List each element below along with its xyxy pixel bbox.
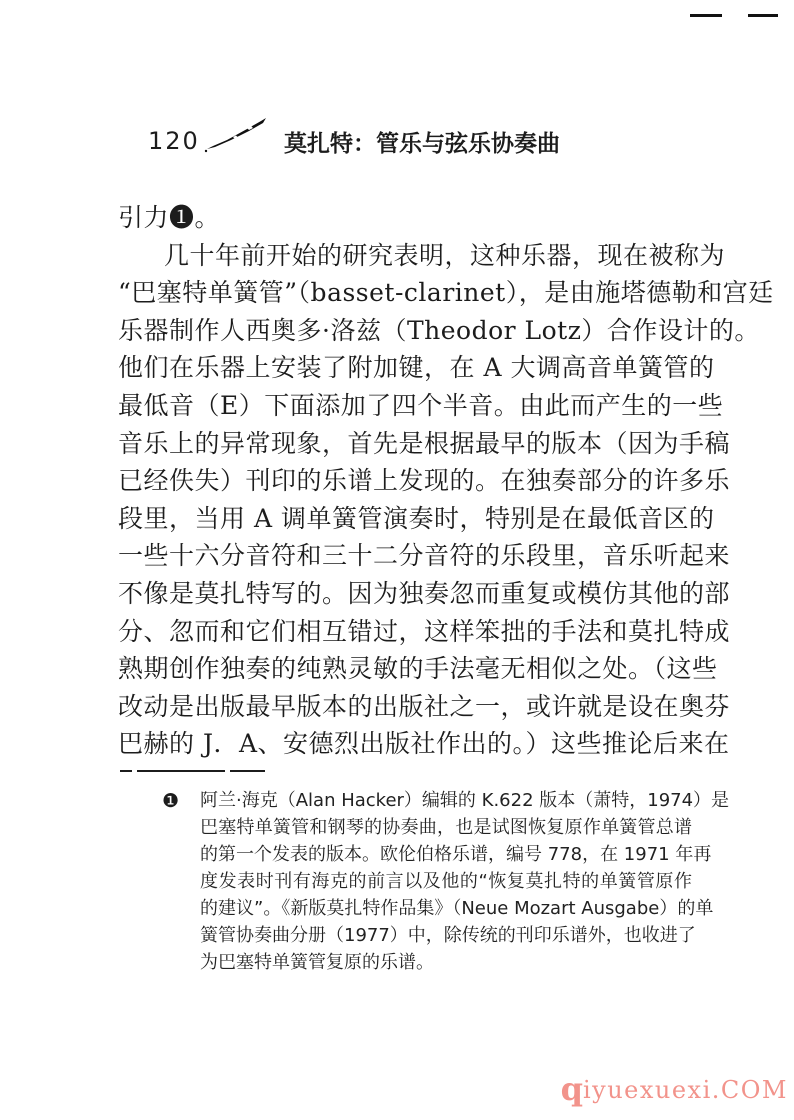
text-line: 他们在乐器上安装了附加键，在 A 大调高音单簧管的 xyxy=(118,353,715,383)
text-line: 几十年前开始的研究表明，这种乐器，现在被称为 xyxy=(164,240,726,270)
text-line: 不像是莫扎特写的。因为独奏忽而重复或模仿其他的部 xyxy=(118,578,731,608)
text-line: 段里，当用 A 调单簧管演奏时，特别是在最低音区的 xyxy=(118,503,715,533)
watermark-q: q xyxy=(560,1070,583,1108)
footnote-separator-rule xyxy=(120,770,265,772)
footnote-line: 为巴塞特单簧管复原的乐谱。 xyxy=(200,952,434,973)
page-number: 120 xyxy=(148,127,200,155)
footnote-marker-icon: ❶ xyxy=(162,790,180,812)
footnote-line: 簧管协奏曲分册（1977）中，除传统的刊印乐谱外，也收进了 xyxy=(200,925,696,946)
watermark-text: iyuexuexi.COM xyxy=(582,1076,788,1104)
brush-flourish-icon xyxy=(203,116,273,154)
text-line: 巴赫的 J．A、安德烈出版社作出的。）这些推论后来在 xyxy=(118,729,730,759)
text-line: 分、忽而和它们相互错过，这样笨拙的手法和莫扎特成 xyxy=(118,616,731,646)
text-line: 改动是出版最早版本的出版社之一，或许就是设在奥芬 xyxy=(118,691,731,721)
footnote-line: 的建议”。《新版莫扎特作品集》（Neue Mozart Ausgabe）的单 xyxy=(200,898,714,919)
footnote-block xyxy=(200,787,730,976)
scan-artifact-mark xyxy=(690,14,722,17)
site-watermark xyxy=(561,1070,788,1108)
text-line: 熟期创作独奏的纯熟灵敏的手法毫无相似之处。（这些 xyxy=(118,654,718,684)
text-line: 乐器制作人西奥多·洛兹（Theodor Lotz）合作设计的。 xyxy=(118,315,760,345)
body-text-block xyxy=(118,199,774,763)
text-line: “巴塞特单簧管”（basset-clarinet），是由施塔德勒和宫廷 xyxy=(118,278,774,308)
footnote-line: 巴塞特单簧管和钢琴的协奏曲，也是试图恢复原作单簧管总谱 xyxy=(200,817,692,838)
text-line: 引力❶。 xyxy=(118,203,221,232)
text-line: 已经佚失）刊印的乐谱上发现的。在独奏部分的许多乐 xyxy=(118,466,731,496)
running-head-title: 莫扎特：管乐与弦乐协奏曲 xyxy=(284,131,560,157)
footnote-line: 阿兰·海克（Alan Hacker）编辑的 K.622 版本（萧特，1974）是 xyxy=(200,790,730,811)
text-line: 一些十六分音符和三十二分音符的乐段里，音乐听起来 xyxy=(118,541,731,571)
footnote-line: 的第一个发表的版本。欧伦伯格乐谱，编号 778，在 1971 年再 xyxy=(200,844,712,865)
scan-artifact-mark xyxy=(748,14,778,17)
text-line: 最低音（E）下面添加了四个半音。由此而产生的一些 xyxy=(118,390,724,420)
footnote-line: 度发表时刊有海克的前言以及他的“恢复莫扎特的单簧管原作 xyxy=(200,871,692,892)
text-line: 音乐上的异常现象，首先是根据最早的版本（因为手稿 xyxy=(118,428,731,458)
